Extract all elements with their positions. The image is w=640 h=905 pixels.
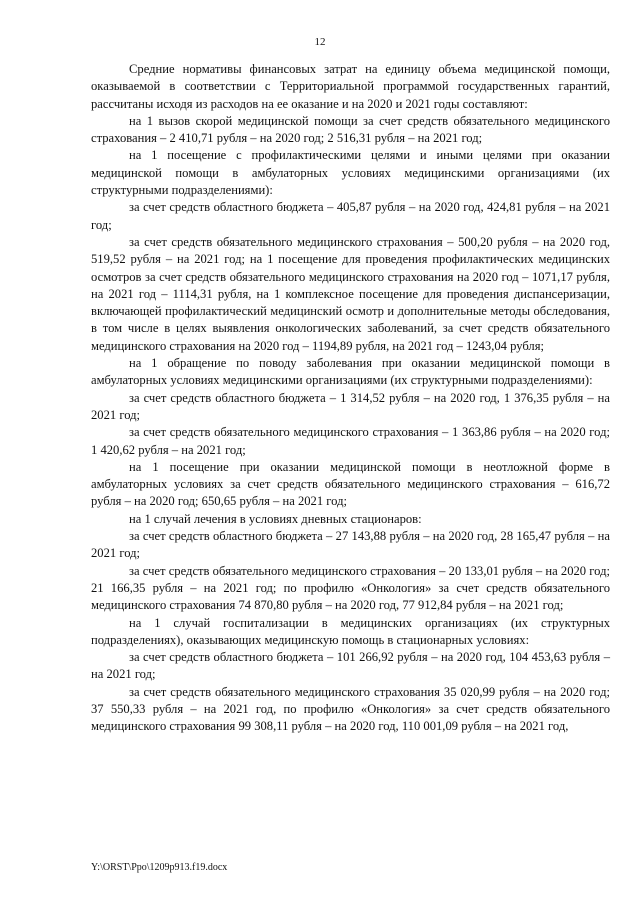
paragraph-disease-appeal: на 1 обращение по поводу заболевания при оказании медицинской помощи в амбулаторных условиях медицинскими организациями (их структурными подразделениями):: [91, 356, 610, 388]
paragraph-hospitalization-insurance: за счет средств обязательного медицинского страхования 35 020,99 рубля – на 2020 год; 37 550,33 рубля – на 2021 год, по профилю «Онкология» за счет средств обязательного медицинского страхования 99 308,11 рубля – на 2020 год, 110 001,09 рубля – на 2021 год,: [91, 684, 610, 734]
paragraph-hospitalization-regional-budget: за счет средств областного бюджета – 101 266,92 рубля – на 2020 год, 104 453,63 рубля – на 2021 год;: [91, 650, 610, 682]
paragraph-preventive-regional-budget: за счет средств областного бюджета – 405,87 рубля – на 2020 год, 424,81 рубля – на 2021 год;: [91, 200, 610, 232]
paragraph-ambulance-call: на 1 вызов скорой медицинской помощи за счет средств обязательного медицинского страхования – 2 410,71 рубля – на 2020 год; 2 516,31 рубля – на 2021 год;: [91, 113, 610, 146]
paragraph-day-hospital: на 1 случай лечения в условиях дневных стационаров:: [129, 511, 422, 526]
file-path-footer: Y:\ORST\Ppo\1209p913.f19.docx: [91, 862, 228, 873]
paragraph-preventive-insurance: за счет средств обязательного медицинского страхования – 500,20 рубля – на 2020 год, 519,52 рубля – на 2021 год; на 1 посещение для проведения профилактических медицинских осмотров за счет средств обязательного медицинского страхования на 2020 год – 1071,17 рубля, на 2021 год – 1114,31 рубля, на 1 комплексное посещение для проведения диспансеризации, включающей профилактический медицинский осмотр и дополнительные методы обследования, в том числе в целях выявления онкологических заболеваний, за счет средств обязательного медицинского страхования на 2020 год – 1194,89 рубля, на 2021 год – 1243,04 рубля;: [91, 234, 610, 353]
paragraph-day-hospital-insurance: за счет средств обязательного медицинского страхования – 20 133,01 рубля – на 2020 год; 21 166,35 рубля – на 2021 год; по профилю «Онкология» за счет средств обязательного медицинского страхования 74 870,80 рубля – на 2020 год, 77 912,84 рубля – на 2021 год;: [91, 563, 610, 613]
paragraph-preventive-visit: на 1 посещение с профилактическими целями и иными целями при оказании медицинской помощи в амбулаторных условиях медицинскими организациями (их структурными подразделениями):: [91, 148, 610, 198]
paragraph-urgent-visit: на 1 посещение при оказании медицинской помощи в неотложной форме в амбулаторных условиях за счет средств обязательного медицинского страхования – 616,72 рубля – на 2020 год; 650,65 рубля – на 2021 год;: [91, 459, 610, 509]
paragraph-hospitalization: на 1 случай госпитализации в медицинских организациях (их структурных подразделениях), оказывающих медицинскую помощь в стационарных условиях:: [91, 615, 610, 647]
page-number: 12: [314, 36, 326, 48]
paragraph-appeal-insurance: за счет средств обязательного медицинского страхования – 1 363,86 рубля – на 2020 год; 1 420,62 рубля – на 2021 год;: [91, 425, 610, 457]
document-body: [91, 61, 610, 736]
paragraph-day-hospital-regional-budget: за счет средств областного бюджета – 27 143,88 рубля – на 2020 год, 28 165,47 рубля – на 2021 год;: [91, 529, 610, 561]
paragraph-intro: Средние нормативы финансовых затрат на единицу объема медицинской помощи, оказываемой в соответствии с Территориальной программой государственных гарантий, рассчитаны исходя из расходов на ее оказание и на 2020 и 2021 годы составляют:: [91, 62, 610, 111]
paragraph-appeal-regional-budget: за счет средств областного бюджета – 1 314,52 рубля – на 2020 год, 1 376,35 рубля – на 2021 год;: [91, 390, 610, 422]
